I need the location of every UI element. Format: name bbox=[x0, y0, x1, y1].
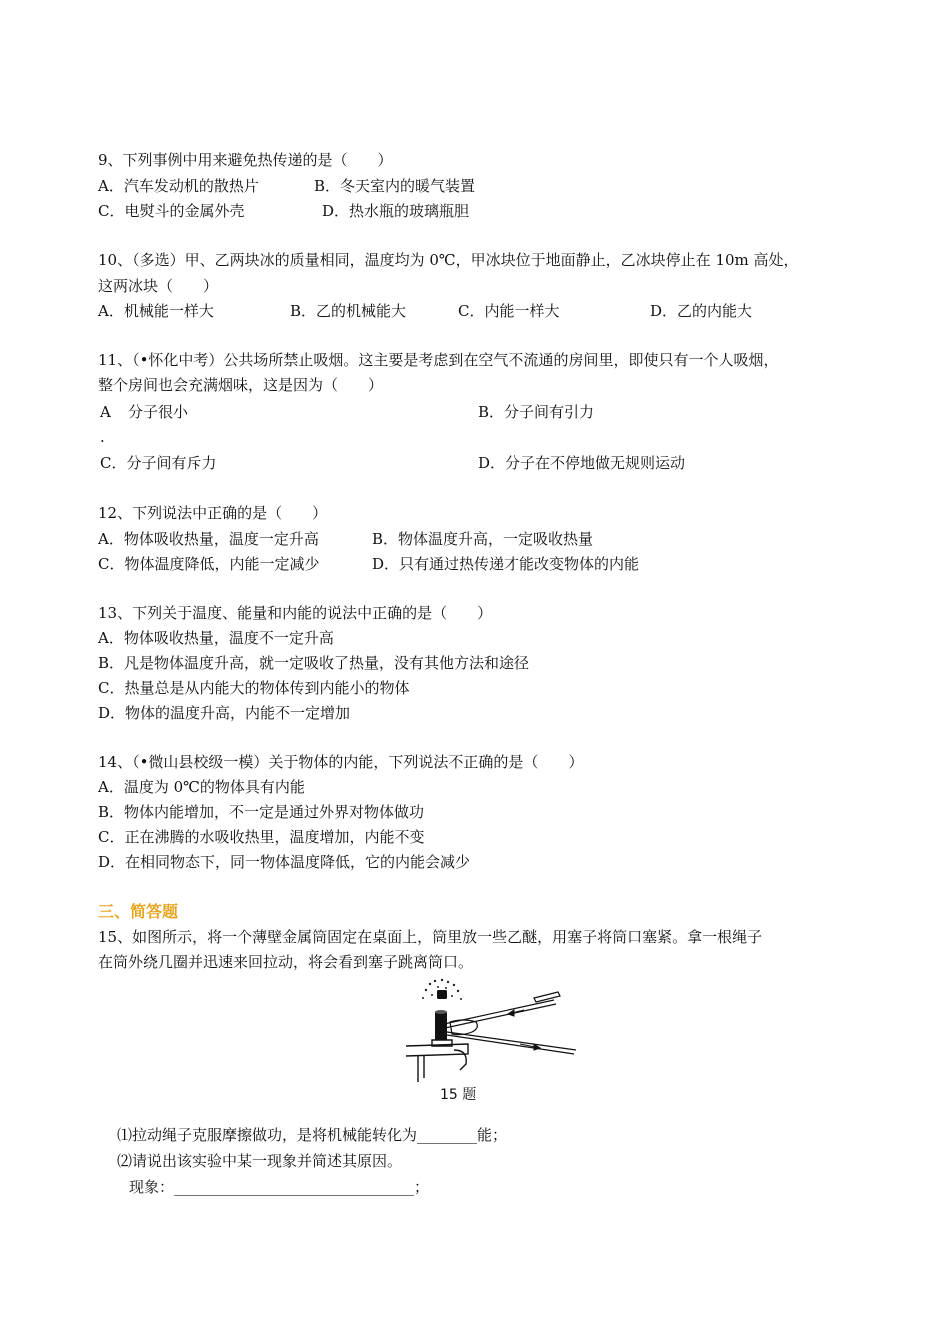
q12-option-c: C．物体温度降低，内能一定减少 bbox=[98, 555, 320, 573]
q11-option-a: 分子很小 bbox=[128, 403, 189, 421]
q10-stem-line1: 10、（多选）甲、乙两块冰的质量相同，温度均为 0℃，甲冰块位于地面静止，乙冰块停止在 10m 高处， bbox=[98, 251, 799, 269]
q11-option-c: C．分子间有斥力 bbox=[100, 454, 217, 472]
q9-stem: 9、下列事例中用来避免热传递的是（ ） bbox=[98, 151, 393, 169]
q14-option-b: B．物体内能增加，不一定是通过外界对物体做功 bbox=[98, 803, 425, 821]
q9-option-d: D．热水瓶的玻璃瓶胆 bbox=[322, 202, 470, 220]
section-title-short-answer: 三、简答题 bbox=[98, 902, 179, 921]
q12-option-b: B．物体温度升高，一定吸收热量 bbox=[372, 530, 594, 548]
q14-option-c: C．正在沸腾的水吸收热里，温度增加，内能不变 bbox=[98, 828, 425, 846]
q13-option-d: D．物体的温度升高，内能不一定增加 bbox=[98, 704, 351, 722]
q10-stem-line2: 这两冰块（ ） bbox=[98, 277, 219, 295]
q9-option-a: A．汽车发动机的散热片 bbox=[98, 177, 259, 195]
figure-caption: 15 题 bbox=[440, 1087, 477, 1103]
q12-stem: 12、下列说法中正确的是（ ） bbox=[98, 504, 328, 522]
q11-stem-line1: 11、（•怀化中考）公共场所禁止吸烟。这主要是考虑到在空气不流通的房间里，即使只有一个人吸烟， bbox=[98, 351, 779, 369]
q11-option-a-letter: A bbox=[100, 403, 111, 421]
q9-option-c: C．电熨斗的金属外壳 bbox=[98, 202, 245, 220]
q10-option-b: B．乙的机械能大 bbox=[290, 302, 407, 320]
q14-stem: 14、（•微山县校级一模）关于物体的内能，下列说法不正确的是（ ） bbox=[98, 753, 584, 771]
q14-option-a: A．温度为 0℃的物体具有内能 bbox=[98, 778, 305, 796]
q15-stem-line1: 15、如图所示，将一个薄壁金属筒固定在桌面上，筒里放一些乙醚，用塞子将筒口塞紧。拿一根绳子 bbox=[98, 928, 763, 946]
q12-option-a: A．物体吸收热量，温度一定升高 bbox=[98, 530, 319, 548]
q11-option-b: B．分子间有引力 bbox=[478, 403, 595, 421]
q11-option-d: D．分子在不停地做无规则运动 bbox=[478, 454, 686, 472]
q15-subquestion-1: ⑴拉动绳子克服摩擦做功，是将机械能转化为________能； bbox=[117, 1126, 508, 1144]
q10-option-a: A．机械能一样大 bbox=[98, 302, 214, 320]
q10-option-c: C．内能一样大 bbox=[458, 302, 560, 320]
q15-stem-line2: 在筒外绕几圈并迅速来回拉动，将会看到塞子跳离筒口。 bbox=[98, 953, 474, 971]
stopper-icon bbox=[437, 990, 447, 999]
q13-option-c: C．热量总是从内能大的物体传到内能小的物体 bbox=[98, 679, 410, 697]
metal-tube-icon bbox=[435, 1012, 447, 1040]
q11-stem-line2: 整个房间也会充满烟味，这是因为（ ） bbox=[98, 376, 384, 394]
table-icon bbox=[406, 1040, 468, 1082]
q13-option-a: A．物体吸收热量，温度不一定升高 bbox=[98, 629, 334, 647]
q9-option-b: B．冬天室内的暖气装置 bbox=[314, 177, 476, 195]
q15-subquestion-2: ⑵请说出该实验中某一现象并简述其原因。 bbox=[117, 1152, 403, 1170]
q13-option-b: B．凡是物体温度升高，就一定吸收了热量，没有其他方法和途径 bbox=[98, 654, 530, 672]
q14-option-d: D．在相同物态下，同一物体温度降低，它的内能会减少 bbox=[98, 853, 471, 871]
tube-rope-illustration bbox=[404, 978, 580, 1086]
q12-option-d: D．只有通过热传递才能改变物体的内能 bbox=[372, 555, 640, 573]
q13-stem: 13、下列关于温度、能量和内能的说法中正确的是（ ） bbox=[98, 604, 493, 622]
q11-option-a-dot: . bbox=[100, 428, 105, 446]
q15-phenomenon-blank[interactable]: 现象：________________________________； bbox=[129, 1178, 430, 1196]
experiment-figure bbox=[404, 978, 580, 1110]
q10-option-d: D．乙的内能大 bbox=[650, 302, 753, 320]
